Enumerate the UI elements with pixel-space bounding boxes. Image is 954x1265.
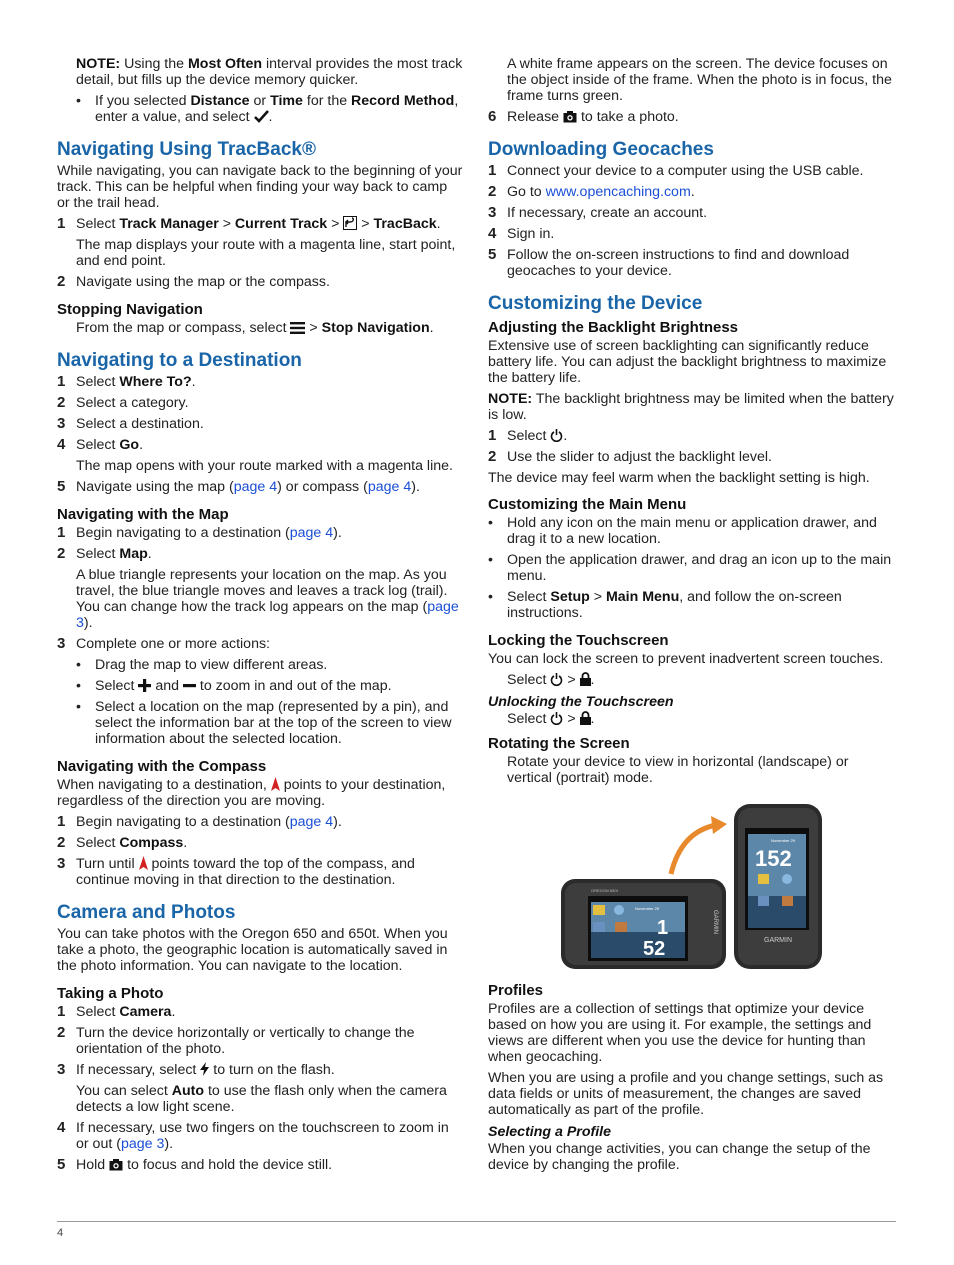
photo-step-4: 4 If necessary, use two fingers on the touchscreen to zoom in or out (page 3). bbox=[57, 1119, 449, 1152]
heading-unlocking: Unlocking the Touchscreen bbox=[488, 694, 674, 710]
camera-icon bbox=[563, 111, 577, 123]
profiles-p2: When you are using a profile and you change settings, such as data fields or units of measurement, the changes are saved automatically as part of the profile. bbox=[488, 1070, 884, 1118]
geocache-step-4: 4 Sign in. bbox=[488, 225, 555, 242]
heading-camera-photos: Camera and Photos bbox=[57, 902, 236, 923]
heading-stopping-navigation: Stopping Navigation bbox=[57, 301, 203, 318]
heading-locking: Locking the Touchscreen bbox=[488, 632, 669, 649]
backlight-step-2: 2 Use the slider to adjust the backlight level. bbox=[488, 448, 772, 465]
page-link[interactable]: page 3 bbox=[76, 599, 459, 631]
destination-step-2: 2 Select a category. bbox=[57, 394, 189, 411]
portrait-big-num: 152 bbox=[755, 846, 792, 871]
geocache-step-5: 5 Follow the on-screen instructions to find and download geocaches to your device. bbox=[488, 246, 850, 279]
main-menu-bullet-1: • Hold any icon on the main menu or application drawer, and drag it to a new location. bbox=[488, 515, 877, 547]
minus-icon bbox=[183, 679, 196, 692]
power-icon bbox=[550, 429, 563, 442]
map-step-1: 1 Begin navigating to a destination (page 4). bbox=[57, 524, 342, 541]
photo-step-3: 3 If necessary, select to turn on the flash. bbox=[57, 1061, 335, 1078]
heading-tracback: Navigating Using TracBack® bbox=[57, 139, 316, 160]
landscape-model: OREGON 650t bbox=[591, 888, 618, 893]
compass-step-2: 2 Select Compass. bbox=[57, 834, 188, 851]
unlocking-select: Select > . bbox=[507, 711, 595, 727]
right-column bbox=[488, 54, 896, 1178]
bearing-pointer-icon bbox=[139, 856, 148, 870]
backlight-step-1: 1 Select . bbox=[488, 427, 568, 444]
lock-icon bbox=[580, 711, 591, 725]
heading-backlight: Adjusting the Backlight Brightness bbox=[488, 319, 739, 336]
map-bullet-3: • Select a location on the map (represented by a pin), and select the information bar at the top of the screen to view information about the selected location. bbox=[76, 699, 452, 747]
heading-selecting-profile: Selecting a Profile bbox=[488, 1124, 611, 1140]
camera-intro: You can take photos with the Oregon 650 and 650t. When you take a photo, the geographic location is automatically saved in the photo information. You can navigate to the location. bbox=[57, 926, 448, 974]
heading-rotating: Rotating the Screen bbox=[488, 735, 630, 752]
camera-icon bbox=[109, 1159, 123, 1171]
geocache-step-3: 3 If necessary, create an account. bbox=[488, 204, 708, 221]
tracback-step-1-note: The map displays your route with a magenta line, start point, and end point. bbox=[76, 237, 456, 269]
heading-main-menu: Customizing the Main Menu bbox=[488, 496, 687, 513]
main-menu-bullet-2: • Open the application drawer, and drag an icon up to the main menu. bbox=[488, 552, 892, 584]
destination-step-4: 4 Select Go. bbox=[57, 436, 144, 453]
flash-icon bbox=[200, 1062, 209, 1076]
tracback-icon bbox=[343, 216, 357, 230]
tracback-intro: While navigating, you can navigate back to the beginning of your track. This can be helpful when finding your way back to camp or the trail head. bbox=[57, 163, 463, 211]
map-bullet-2: • Select and to zoom in and out of the map. bbox=[76, 678, 392, 694]
left-column bbox=[57, 54, 463, 1178]
bullet-distance-time: • If you selected Distance or Time for the Record Method, enter a value, and select . bbox=[76, 93, 459, 125]
note-most-often: NOTE: Using the Most Often interval provides the most track detail, but fills up the device memory quicker. bbox=[76, 56, 463, 88]
heading-profiles: Profiles bbox=[488, 982, 544, 999]
photo-step-3-note: You can select Auto to use the flash only when the camera detects a low light scene. bbox=[76, 1083, 447, 1115]
plus-icon bbox=[138, 679, 151, 692]
landscape-big-num-2: 52 bbox=[643, 938, 666, 960]
photo-step-2: 2 Turn the device horizontally or vertically to change the orientation of the photo. bbox=[57, 1024, 415, 1057]
destination-step-3: 3 Select a destination. bbox=[57, 415, 204, 432]
page-number: 4 bbox=[57, 1227, 64, 1239]
rotating-text: Rotate your device to view in horizontal (landscape) or vertical (portrait) mode. bbox=[507, 754, 849, 786]
geocache-step-1: 1 Connect your device to a computer using the USB cable. bbox=[488, 162, 864, 179]
checkmark-icon bbox=[254, 110, 269, 123]
tracback-step-1: 1 Select Track Manager > Current Track > > TracBack. bbox=[57, 215, 441, 232]
stopping-text: From the map or compass, select > Stop Navigation. bbox=[76, 320, 434, 336]
photo-step-6: 6 Release to take a photo. bbox=[488, 108, 679, 125]
menu-icon bbox=[290, 322, 305, 334]
page-link[interactable]: page 4 bbox=[367, 479, 412, 495]
destination-step-5: 5 Navigate using the map (page 4) or compass (page 4). bbox=[57, 478, 420, 495]
page-link[interactable]: page 4 bbox=[289, 814, 334, 830]
destination-step-1: 1 Select Where To?. bbox=[57, 373, 196, 390]
heading-navigating-compass: Navigating with the Compass bbox=[57, 758, 267, 775]
destination-step-4-note: The map opens with your route marked with a magenta line. bbox=[76, 458, 453, 474]
device-rotation-illustration bbox=[531, 792, 831, 974]
profiles-p1: Profiles are a collection of settings that optimize your device based on how you are using it. For example, the settings and views are different when you use the device for hunting than when geocaching. bbox=[488, 1001, 872, 1065]
lock-icon bbox=[580, 672, 591, 686]
portrait-date: November 29 bbox=[771, 838, 796, 843]
landscape-brand: GARMIN bbox=[712, 910, 718, 934]
landscape-device bbox=[561, 879, 726, 969]
compass-step-3: 3 Turn until points toward the top of the compass, and continue moving in that direction to the destination. bbox=[57, 855, 415, 888]
opencaching-link[interactable]: www.opencaching.com bbox=[545, 184, 691, 200]
tracback-step-2: 2 Navigate using the map or the compass. bbox=[57, 273, 330, 290]
heading-navigating-map: Navigating with the Map bbox=[57, 506, 229, 523]
locking-intro: You can lock the screen to prevent inadvertent screen touches. bbox=[488, 651, 884, 667]
portrait-device bbox=[734, 804, 822, 969]
backlight-after: The device may feel warm when the backlight setting is high. bbox=[488, 470, 870, 486]
page-link[interactable]: page 4 bbox=[233, 479, 278, 495]
landscape-big-num-1: 1 bbox=[657, 917, 669, 939]
landscape-date: November 29 bbox=[635, 906, 660, 911]
map-step-2-note: A blue triangle represents your location on the map. As you travel, the blue triangle moves and leaves a track log (trail). You can change how the track log appears on the map (page 3). bbox=[76, 567, 459, 631]
page-link[interactable]: page 3 bbox=[120, 1136, 165, 1152]
bearing-pointer-icon bbox=[271, 777, 280, 791]
geocache-step-2: 2 Go to www.opencaching.com. bbox=[488, 183, 695, 200]
map-bullet-1: • Drag the map to view different areas. bbox=[76, 657, 328, 673]
power-icon bbox=[550, 673, 563, 686]
heading-navigating-destination: Navigating to a Destination bbox=[57, 350, 302, 371]
map-step-3: 3 Complete one or more actions: bbox=[57, 635, 270, 652]
photo-step-5: 5 Hold to focus and hold the device still. bbox=[57, 1156, 333, 1173]
page-link[interactable]: page 4 bbox=[289, 525, 334, 541]
compass-step-1: 1 Begin navigating to a destination (page 4). bbox=[57, 813, 342, 830]
portrait-brand: GARMIN bbox=[764, 937, 792, 944]
heading-customizing-device: Customizing the Device bbox=[488, 293, 703, 314]
backlight-note: NOTE: The backlight brightness may be limited when the battery is low. bbox=[488, 391, 894, 423]
heading-downloading-geocaches: Downloading Geocaches bbox=[488, 139, 714, 160]
locking-select: Select > . bbox=[507, 672, 595, 688]
map-step-2: 2 Select Map. bbox=[57, 545, 152, 562]
photo-continuation: A white frame appears on the screen. The device focuses on the object inside of the frame. When the photo is in focus, the frame turns green. bbox=[507, 56, 892, 104]
photo-step-1: 1 Select Camera. bbox=[57, 1003, 176, 1020]
selecting-profile-text: When you change activities, you can change the setup of the device by changing the profile. bbox=[488, 1141, 871, 1173]
main-menu-bullet-3: • Select Setup > Main Menu, and follow the on-screen instructions. bbox=[488, 589, 842, 621]
compass-intro: When navigating to a destination, points to your destination, regardless of the direction you are moving. bbox=[57, 777, 446, 809]
heading-taking-photo: Taking a Photo bbox=[57, 985, 164, 1002]
power-icon bbox=[550, 712, 563, 725]
rotation-arrow-icon bbox=[671, 816, 727, 874]
backlight-intro: Extensive use of screen backlighting can significantly reduce battery life. You can adjust the backlight brightness to maximize the battery life. bbox=[488, 338, 887, 386]
footer-divider bbox=[57, 1221, 896, 1222]
